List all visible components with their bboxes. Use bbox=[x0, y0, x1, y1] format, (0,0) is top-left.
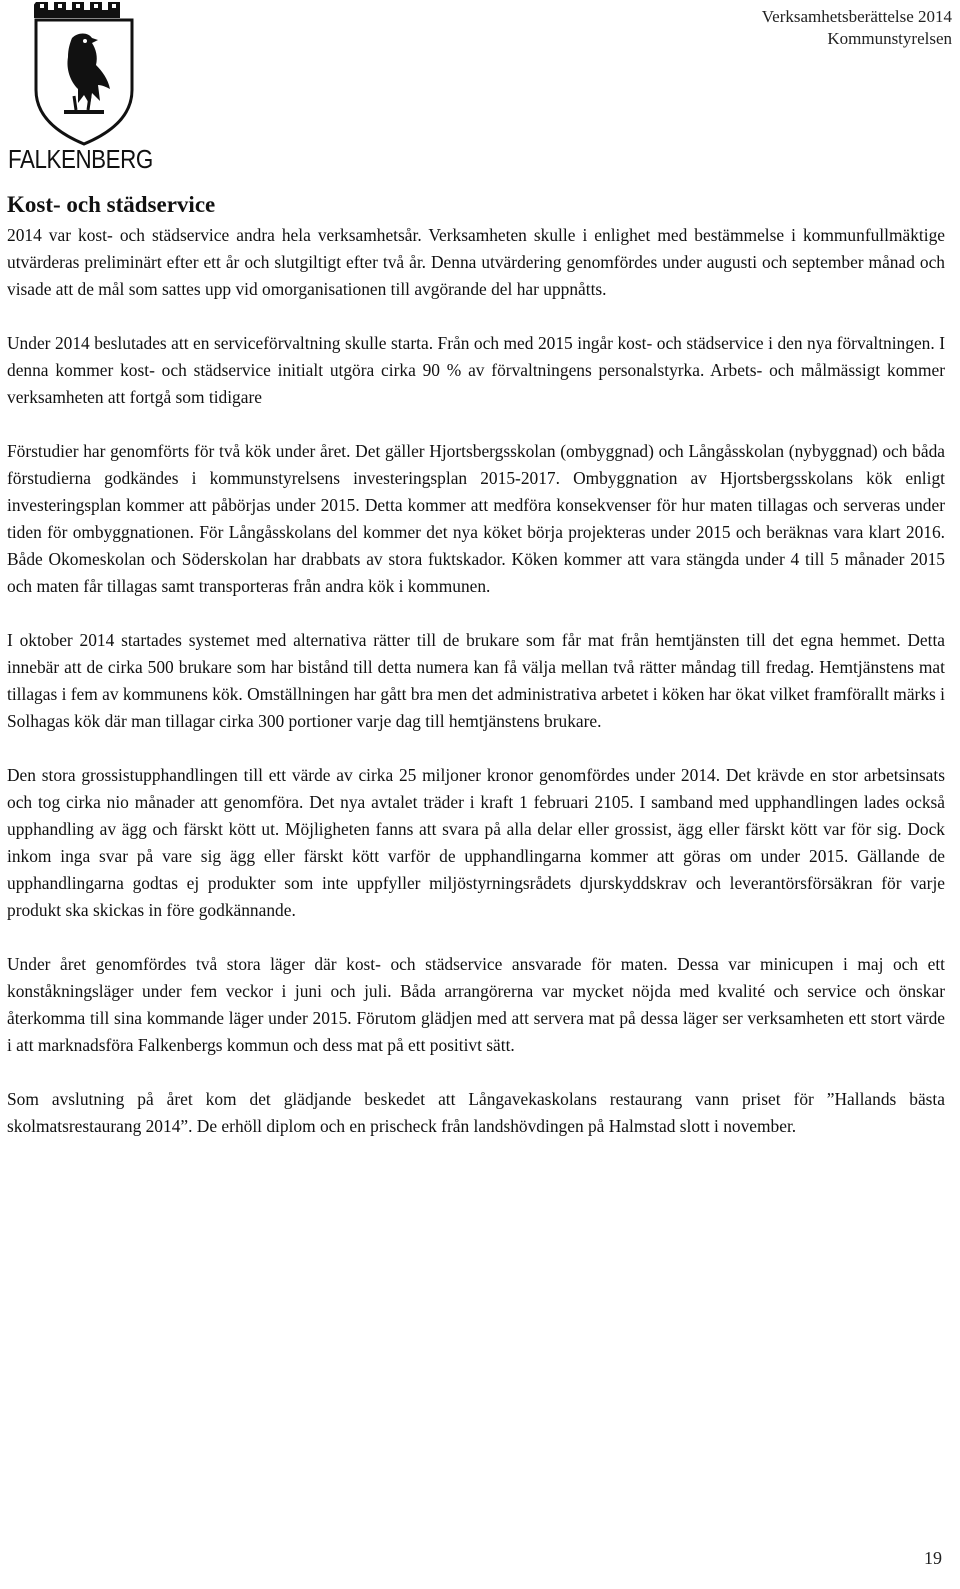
paragraph: Som avslutning på året kom det glädjande beskedet att Långavekaskolans restaurang vann priset för ”Hallands bästa skolmatsrestaurang 2014”. De erhöll diplom och en prischeck från landshövdingen på Halmstad slott i november. bbox=[7, 1089, 945, 1136]
report-title: Verksamhetsberättelse 2014 bbox=[761, 7, 952, 26]
main-content bbox=[7, 190, 945, 1167]
department-name: Kommunstyrelsen bbox=[827, 29, 952, 48]
paragraph: Under året genomfördes två stora läger där kost- och städservice ansvarade för maten. Dessa var minicupen i maj och ett konståkningsläger under fem veckor i juni och juli. Båda arrangörerna var mycket nöjda med kvalité och service och önskar återkomma till sina kommande läger under 2015. Förutom glädjen med att servera mat på dessa läger ser verksamheten ett stort värde i att marknadsföra Falkenbergs kommun och dess mat på ett positivt sätt. bbox=[7, 954, 945, 1055]
section-heading: Kost- och städservice bbox=[7, 192, 216, 217]
falcon-coat-of-arms-icon bbox=[34, 0, 134, 148]
page-number: 19 bbox=[924, 1548, 942, 1568]
falkenberg-logo bbox=[8, 0, 158, 172]
paragraph: I oktober 2014 startades systemet med alternativa rätter till de brukare som får mat från hemtjänsten till det egna hemmet. Detta innebär att de cirka 500 brukare som har bistånd till detta numera kan få välja mellan två rätter måndag till fredag. Hemtjänstens mat tillagas i fem av kommunens kök. Omställningen har gått bra men det administrativa arbetet i köken har ökat vilket framförallt märks i Solhagas kök där man tillagar cirka 300 portioner varje dag till hemtjänstens brukare. bbox=[7, 630, 945, 731]
paragraph: 2014 var kost- och städservice andra hela verksamhetsår. Verksamheten skulle i enlighet med bestämmelse i kommunfullmäktige utvärderas preliminärt efter ett år och slutgiltigt efter två år. Denna utvärdering genomfördes under augusti och september månad och visade att de mål som sattes upp vid omorganisationen till avgörande del har uppnåtts. bbox=[7, 225, 945, 299]
document-header bbox=[762, 6, 952, 50]
paragraph: Under 2014 beslutades att en serviceförvaltning skulle starta. Från och med 2015 ingår kost- och städservice i den nya förvaltningen. I denna kommer kost- och städservice initialt utgöra cirka 90 % av förvaltningens personalstyrka. Arbets- och målmässigt kommer verksamheten att fortgå som tidigare bbox=[7, 333, 945, 407]
paragraph: Den stora grossistupphandlingen till ett värde av cirka 25 miljoner kronor genomfördes under 2014. Det krävde en stor arbetsinsats och tog cirka nio månader att genomföra. Det nya avtalet träder i kraft 1 februari 2105. I samband med upphandlingen lades också upphandling av ägg och färskt kött ut. Möjligheten fanns att svara på alla delar eller grossist, ägg eller färskt kött var för sig. Dock inkom inga svar på vare sig ägg eller färskt kött varför de upphandlingarna kommer att göras om under 2015. Gällande de upphandlingarna godtas ej produkter som inte uppfyller miljöstyrningsrådets djurskyddskrav och leverantörsförsäkran för varje produkt ska skickas in före godkännande. bbox=[7, 765, 945, 920]
paragraph: Förstudier har genomförts för två kök under året. Det gäller Hjortsbergsskolan (ombyggnad) och Långåsskolan (nybyggnad) och båda förstudierna godkändes i kommunstyrelsens investeringsplan 2015-2017. Ombyggnation av Hjortsbergsskolans kök enligt investeringsplan kommer att påbörjas under 2015. Detta kommer att medföra konsekvenser för hur maten tillagas och serveras under tiden för ombyggnationen. För Långåsskolans del kommer det nya köket börja projekteras under 2015 och beräknas vara klart 2016. Både Okomeskolan och Söderskolan har drabbats av stora fuktskador. Köken kommer att vara stängda under 4 till 5 månader 2015 och maten får tillagas samt transporteras från andra kök i kommunen. bbox=[7, 441, 945, 596]
logo-wordmark: FALKENBERG bbox=[8, 144, 153, 174]
